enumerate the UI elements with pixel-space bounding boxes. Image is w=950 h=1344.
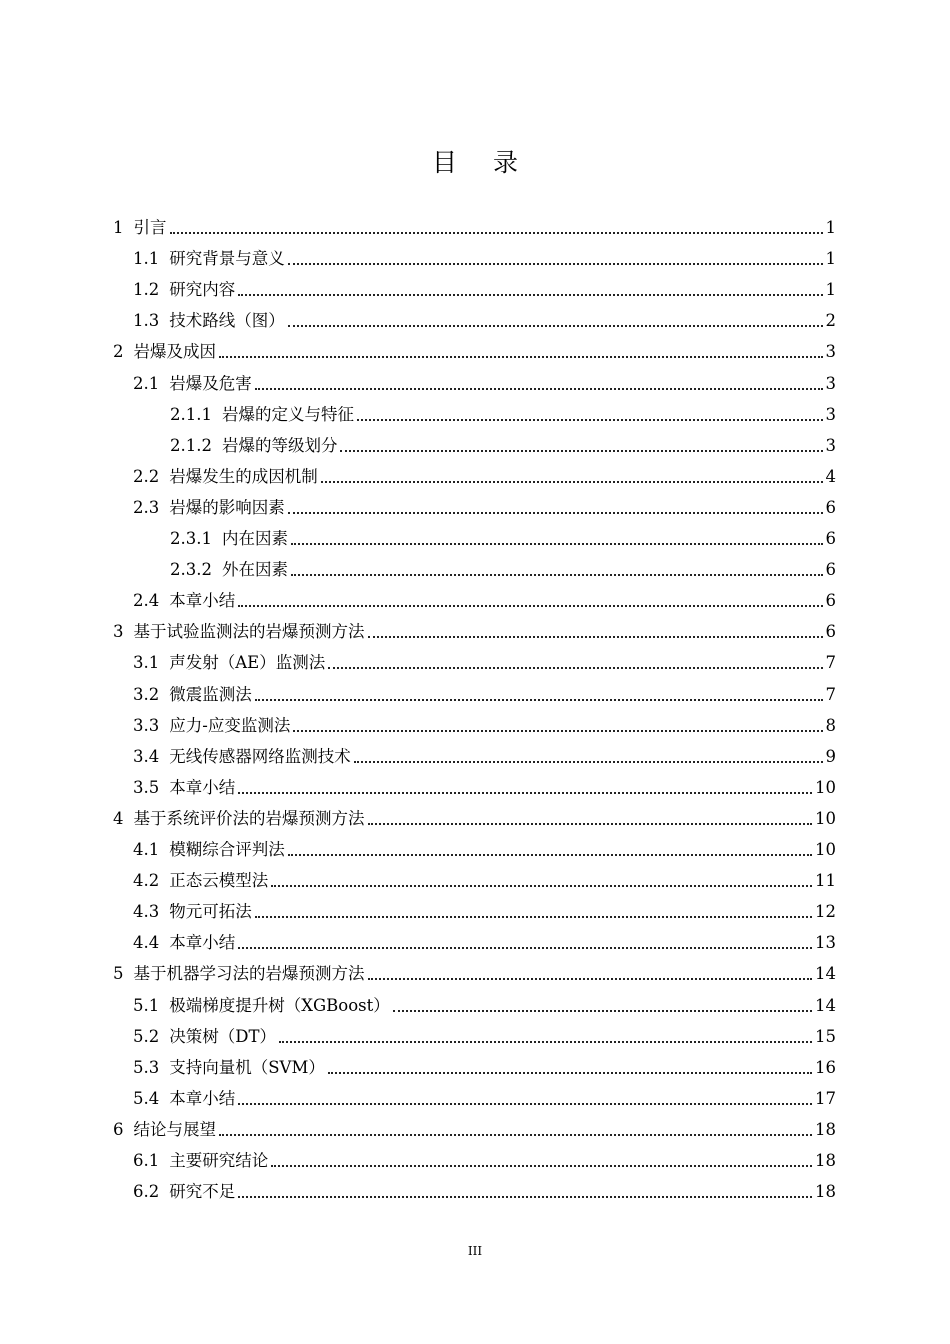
toc-entry-title: 引言: [133, 218, 167, 237]
toc-entry-page: 3: [825, 435, 836, 455]
toc-entry[interactable]: [0, 428, 950, 456]
toc-entry[interactable]: [0, 272, 950, 300]
toc-leader-dots: [170, 232, 823, 234]
toc-leader-dots: [368, 636, 823, 638]
toc-entry-page: 9: [825, 746, 836, 766]
toc-entry-title: 基于试验监测法的岩爆预测方法: [133, 622, 365, 642]
toc-leader-dots: [219, 1134, 812, 1136]
toc-entry-page: 13: [815, 933, 836, 953]
toc-entry-page: 15: [815, 1026, 836, 1046]
toc-entry[interactable]: [0, 645, 950, 673]
toc-entry-number: 2.3: [133, 497, 160, 517]
toc-entry-title: 本章小结: [169, 591, 236, 611]
toc-leader-dots: [288, 263, 823, 265]
toc-entry[interactable]: [0, 894, 950, 922]
toc-entry[interactable]: [0, 397, 950, 425]
toc-entry-number: 4: [113, 808, 124, 828]
toc-entry-number: 6.2: [133, 1182, 160, 1202]
toc-leader-dots: [357, 419, 823, 421]
toc-entry-number: 1.1: [133, 249, 160, 269]
toc-entry[interactable]: [0, 739, 950, 767]
toc-entry[interactable]: [0, 677, 950, 705]
toc-entry-number: 3: [113, 622, 124, 642]
toc-entry[interactable]: [0, 1112, 950, 1140]
toc-entry-title: 物元可拓法: [169, 902, 252, 922]
toc-entry-title: 研究不足: [169, 1182, 236, 1202]
toc-entry[interactable]: [0, 956, 950, 984]
toc-entry[interactable]: [0, 241, 950, 269]
toc-entry-title: 岩爆发生的成因机制: [169, 466, 318, 486]
title-char-2: 录: [493, 148, 519, 177]
toc-entry-page: 18: [815, 1182, 836, 1202]
toc-leader-dots: [321, 481, 823, 483]
toc-entry-number: 3.2: [133, 684, 160, 704]
toc-leader-dots: [293, 730, 822, 732]
toc-entry-number: 1.3: [133, 311, 160, 331]
toc-entry-page: 6: [825, 591, 836, 611]
toc-entry-number: 5: [113, 964, 124, 984]
toc-entry-title: 技术路线（图）: [169, 311, 285, 331]
toc-leader-dots: [271, 1165, 812, 1167]
toc-entry-page: 1: [825, 249, 836, 269]
toc-entry-page: 2: [825, 311, 836, 331]
toc-entry-number: 2.2: [133, 466, 160, 486]
toc-entry-title: 结论与展望: [133, 1119, 216, 1139]
toc-leader-dots: [219, 356, 823, 358]
toc-leader-dots: [255, 388, 823, 390]
toc-leader-dots: [288, 854, 812, 856]
toc-entry-number: 4.2: [133, 871, 160, 891]
toc-leader-dots: [288, 512, 823, 514]
toc-entry-page: 8: [825, 715, 836, 735]
toc-entry-page: 18: [815, 1151, 836, 1170]
toc-entry-page: 11: [815, 871, 836, 891]
toc-entry-title: 本章小结: [169, 933, 236, 953]
toc-entry-page: 7: [825, 684, 836, 704]
toc-entry-title: 岩爆的定义与特征: [221, 404, 354, 424]
toc-entry-page: 10: [815, 777, 836, 797]
toc-entry-page: 14: [815, 995, 836, 1015]
toc-leader-dots: [238, 1196, 812, 1198]
toc-entry-number: 5.1: [133, 995, 160, 1015]
toc-entry-page: 3: [825, 373, 836, 393]
toc-leader-dots: [393, 1010, 812, 1012]
toc-leader-dots: [271, 885, 812, 887]
toc-entry[interactable]: [0, 521, 950, 549]
toc-entry-number: 2.3.1: [170, 529, 212, 548]
toc-entry[interactable]: [0, 614, 950, 642]
toc-leader-dots: [328, 667, 822, 669]
toc-entry-page: 16: [815, 1057, 836, 1077]
toc-entry-title: 岩爆的影响因素: [169, 497, 285, 517]
toc-entry[interactable]: [0, 770, 950, 798]
toc-entry-number: 2.1: [133, 373, 160, 393]
toc-entry-page: 12: [815, 902, 836, 922]
toc-entry-title: 基于系统评价法的岩爆预测方法: [133, 808, 365, 828]
toc-entry[interactable]: [0, 863, 950, 891]
toc-leader-dots: [238, 605, 822, 607]
toc-entry-title: 本章小结: [169, 777, 236, 797]
toc-entry-title: 支持向量机（SVM）: [169, 1057, 325, 1077]
toc-entry[interactable]: [0, 925, 950, 953]
toc-entry-number: 6: [113, 1119, 124, 1139]
toc-entry-page: 3: [825, 404, 836, 424]
toc-entry[interactable]: [0, 303, 950, 331]
toc-leader-dots: [238, 792, 812, 794]
toc-entry-number: 6.1: [133, 1151, 160, 1170]
toc-entry-number: 4.1: [133, 840, 160, 859]
toc-leader-dots: [354, 761, 823, 763]
toc-entry-page: 4: [825, 466, 836, 486]
toc-entry[interactable]: [0, 459, 950, 487]
toc-entry[interactable]: [0, 1050, 950, 1078]
toc-entry-number: 4.4: [133, 933, 160, 953]
page-number-footer: III: [467, 1244, 483, 1258]
toc-entry-title: 正态云模型法: [169, 871, 269, 891]
toc-entry-page: 7: [825, 653, 836, 673]
toc-entry-title: 决策树（DT）: [169, 1026, 276, 1046]
toc-entry-page: 3: [825, 342, 836, 362]
toc-entry[interactable]: [0, 1081, 950, 1109]
toc-entry[interactable]: [0, 334, 950, 362]
toc-entry[interactable]: [0, 832, 950, 860]
toc-entry-number: 5.2: [133, 1026, 160, 1046]
toc-entry-title: 无线传感器网络监测技术: [169, 746, 351, 766]
toc-entry-number: 4.3: [133, 902, 160, 922]
toc-entry-page: 17: [815, 1088, 836, 1108]
toc-entry-number: 5.3: [133, 1057, 160, 1077]
toc-entry[interactable]: [0, 366, 950, 394]
toc-leader-dots: [288, 325, 823, 327]
toc-entry[interactable]: [0, 583, 950, 611]
toc-entry[interactable]: [0, 1143, 950, 1171]
toc-entry[interactable]: [0, 210, 950, 238]
page-title: [0, 143, 950, 179]
toc-entry-title: 岩爆及危害: [169, 373, 252, 393]
toc-entry-page: 18: [815, 1119, 836, 1139]
toc-entry-number: 2.4: [133, 591, 160, 611]
toc-entry-title: 基于机器学习法的岩爆预测方法: [133, 964, 365, 984]
toc-entry-title: 声发射（AE）监测法: [169, 653, 326, 673]
toc-leader-dots: [255, 916, 812, 918]
toc-entry[interactable]: [0, 988, 950, 1016]
toc-entry-number: 2.3.2: [170, 560, 212, 580]
toc-entry-page: 14: [815, 964, 836, 984]
toc-entry-title: 岩爆及成因: [133, 342, 216, 362]
toc-entry-title: 主要研究结论: [169, 1151, 269, 1170]
toc-entry-title: 应力-应变监测法: [169, 715, 291, 735]
toc-leader-dots: [279, 1041, 812, 1043]
toc-leader-dots: [291, 543, 823, 545]
toc-leader-dots: [238, 947, 812, 949]
toc-entry[interactable]: [0, 552, 950, 580]
toc-leader-dots: [238, 1103, 812, 1105]
toc-entry-number: 3.3: [133, 715, 160, 735]
toc-entry-number: 2.1.2: [170, 435, 212, 455]
toc-entry-page: 10: [815, 840, 836, 859]
toc-leader-dots: [340, 450, 822, 452]
toc-entry-number: 2: [113, 342, 124, 362]
toc-entry[interactable]: [0, 801, 950, 829]
toc-entry-number: 5.4: [133, 1088, 160, 1108]
toc-entry-number: 1: [113, 218, 124, 237]
toc-entry-title: 内在因素: [221, 529, 288, 548]
toc-entry-title: 微震监测法: [169, 684, 252, 704]
toc-entry-title: 研究背景与意义: [169, 249, 285, 269]
toc-entry-page: 6: [825, 529, 836, 548]
toc-entry-number: 3.1: [133, 653, 160, 673]
toc-entry-number: 1.2: [133, 280, 160, 300]
toc-entry-number: 3.4: [133, 746, 160, 766]
toc-leader-dots: [238, 294, 822, 296]
toc-entry[interactable]: [0, 708, 950, 736]
toc-entry-page: 6: [825, 622, 836, 642]
toc-entry-page: 6: [825, 497, 836, 517]
toc-entry-title: 本章小结: [169, 1088, 236, 1108]
toc-leader-dots: [328, 1072, 812, 1074]
toc-entry-title: 极端梯度提升树（XGBoost）: [169, 995, 390, 1015]
toc-entry[interactable]: [0, 490, 950, 518]
title-char-1: 目: [431, 148, 457, 177]
toc-entry-title: 岩爆的等级划分: [221, 435, 338, 455]
toc-entry-page: 10: [815, 808, 836, 828]
toc-entry-number: 2.1.1: [170, 404, 212, 424]
toc-entry-page: 6: [825, 560, 836, 580]
toc-entry-title: 外在因素: [221, 560, 288, 580]
toc-entry-title: 模糊综合评判法: [169, 840, 285, 859]
toc-leader-dots: [368, 978, 813, 980]
toc-entry-page: 1: [825, 280, 836, 300]
toc-entry[interactable]: [0, 1019, 950, 1047]
toc-leader-dots: [255, 699, 823, 701]
toc-entry-title: 研究内容: [169, 280, 236, 300]
toc-leader-dots: [291, 574, 823, 576]
toc-leader-dots: [368, 823, 813, 825]
toc-entry[interactable]: [0, 1174, 950, 1202]
toc-entry-page: 1: [825, 218, 836, 237]
toc-entry-number: 3.5: [133, 777, 160, 797]
